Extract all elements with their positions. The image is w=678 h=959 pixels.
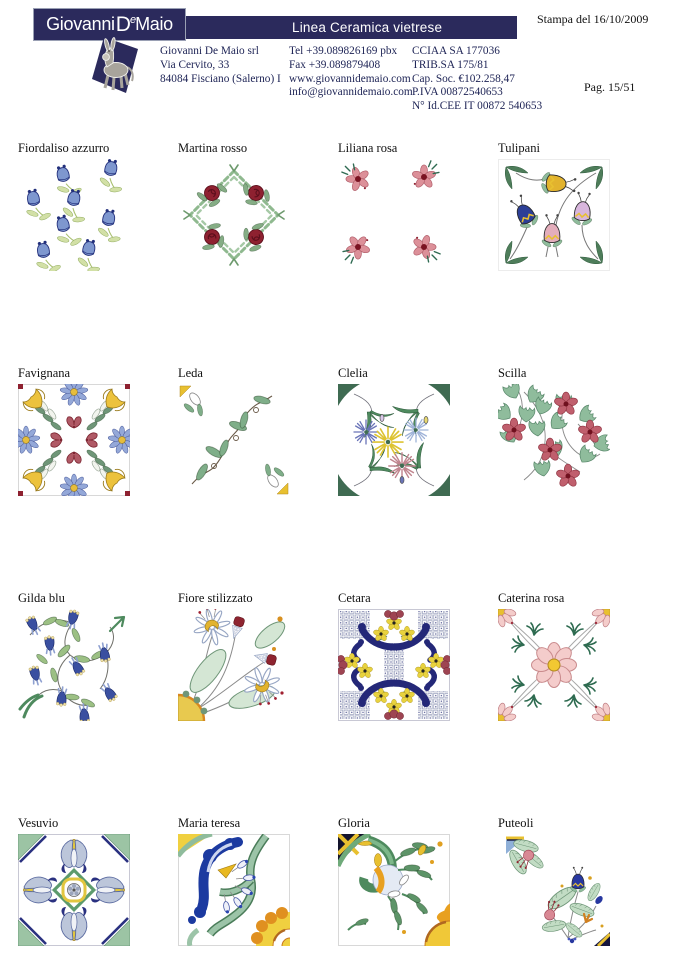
tile-cell — [18, 141, 130, 271]
tile-image-leda — [178, 384, 290, 496]
registry-line: TRIB.SA 175/81 — [412, 58, 489, 71]
tile-cell — [338, 816, 450, 946]
page-number: Pag. 15/51 — [584, 80, 636, 94]
tile-cell — [338, 366, 450, 496]
tile-cell — [178, 816, 290, 946]
logo-text-part2: D — [115, 12, 131, 36]
donkey-logo-icon — [90, 37, 142, 99]
tile-image-maria-teresa — [178, 834, 290, 946]
banner-title: Linea Ceramica vietrese — [292, 20, 443, 35]
tile-name-label: Clelia — [338, 366, 368, 380]
tile-cell — [178, 366, 290, 496]
tile-name-label: Gilda blu — [18, 591, 65, 605]
tile-cell — [338, 591, 450, 721]
tile-name-label: Scilla — [498, 366, 527, 380]
tile-cell — [178, 591, 290, 721]
tile-cell — [178, 141, 290, 271]
tile-image-favignana — [18, 384, 130, 496]
contact-line: Fax +39.089879408 — [289, 58, 381, 71]
registry-line: CCIAA SA 177036 — [412, 45, 500, 57]
address-line: 84084 Fisciano (Salerno) I — [160, 72, 281, 85]
tile-image-scilla — [498, 384, 610, 496]
tile-image-fiore-stilizzato — [178, 609, 290, 721]
tile-name-label: Favignana — [18, 366, 71, 380]
company-registry — [412, 45, 542, 114]
tile-image-tulipani — [498, 159, 610, 271]
contact-line: Tel +39.089826169 pbx — [289, 45, 398, 57]
website-text: www.giovannidemaio.com — [289, 72, 411, 85]
tile-image-puteoli — [498, 834, 610, 946]
logo-text-part1: Giovanni — [46, 14, 115, 34]
logo-text-part4: Maio — [135, 14, 173, 34]
tile-name-label: Fiore stilizzato — [178, 591, 253, 605]
tile-cell — [498, 591, 610, 721]
address-line: Via Cervito, 33 — [160, 58, 230, 71]
registry-line: P.IVA 00872540653 — [412, 86, 503, 99]
tile-name-label: Vesuvio — [18, 816, 59, 830]
tile-image-gilda-blu — [18, 609, 130, 721]
tile-name-label: Cetara — [338, 591, 371, 605]
tile-name-label: Tulipani — [498, 141, 540, 155]
tile-cell — [498, 141, 610, 271]
tile-name-label: Gloria — [338, 816, 370, 830]
email-text: info@giovannidemaio.com — [289, 86, 413, 99]
tile-cell — [18, 816, 130, 946]
tile-image-martina-rosso — [178, 159, 290, 271]
tile-image-caterina-rosa — [498, 609, 610, 721]
tile-name-label: Caterina rosa — [498, 591, 565, 605]
registry-line: Cap. Soc. €102.258,47 — [412, 72, 515, 85]
company-address — [160, 45, 281, 86]
tile-name-label: Martina rosso — [178, 141, 248, 155]
tile-name-label: Maria teresa — [178, 816, 241, 830]
tile-image-clelia — [338, 384, 450, 496]
tile-cell — [498, 816, 610, 946]
tile-image-cetara — [338, 609, 450, 721]
tile-grid — [18, 141, 610, 946]
tile-cell — [18, 591, 130, 721]
tile-cell — [18, 366, 130, 496]
tile-image-vesuvio — [18, 834, 130, 946]
print-date: Stampa del 16/10/2009 — [537, 12, 649, 26]
registry-line: N° Id.CEE IT 00872 540653 — [412, 100, 543, 113]
tile-name-label: Fiordaliso azzurro — [18, 141, 110, 155]
logo-text-part3: e — [129, 13, 137, 26]
tile-cell — [338, 141, 450, 271]
tile-image-liliana-rosa — [338, 159, 450, 271]
tile-name-label: Liliana rosa — [338, 141, 398, 155]
company-contacts — [289, 45, 413, 100]
tile-name-label: Puteoli — [498, 816, 534, 830]
tile-name-label: Leda — [178, 366, 203, 380]
address-line: Giovanni De Maio srl — [160, 45, 259, 57]
tile-cell — [498, 366, 610, 496]
tile-image-fiordaliso-azzurro — [18, 159, 130, 271]
tile-image-gloria — [338, 834, 450, 946]
